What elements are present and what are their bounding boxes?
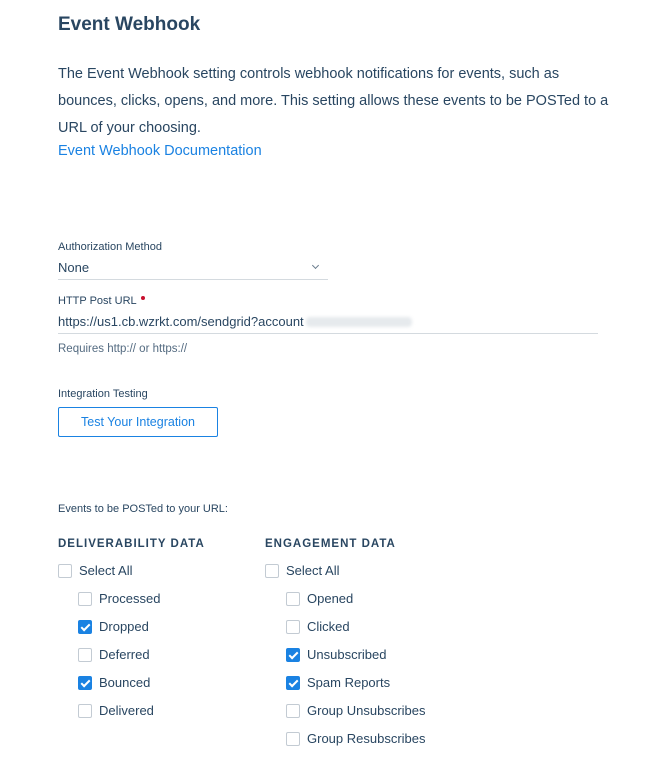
checkbox-label: Spam Reports (307, 675, 391, 690)
post-url-hint: Requires http:// or https:// (58, 343, 188, 355)
post-url-input[interactable] (58, 312, 598, 334)
auth-method-select[interactable] (58, 258, 328, 280)
checkbox-label: Dropped (99, 619, 149, 634)
checkbox-icon[interactable] (286, 676, 300, 690)
checkbox-label: Processed (99, 591, 161, 606)
checkbox-icon[interactable] (78, 648, 92, 662)
post-url-label: HTTP Post URL (58, 295, 137, 307)
checkbox-icon[interactable] (78, 676, 92, 690)
checkbox-label: Delivered (99, 703, 154, 718)
engagement-heading: ENGAGEMENT DATA (265, 538, 396, 550)
checkbox-label: Select All (79, 563, 133, 578)
events-label: Events to be POSTed to your URL: (58, 503, 228, 515)
page-description: The Event Webhook setting controls webhook notifications for events, such as bounces, clicks, opens, and more. This setting allows these events to be POSTed to a URL of your choosing. (58, 66, 609, 136)
page-title: Event Webhook (58, 14, 201, 35)
auth-method-value: None (58, 260, 90, 275)
checkbox-label: Select All (286, 563, 340, 578)
checkbox-label: Group Resubscribes (307, 731, 426, 746)
post-url-label-wrap (58, 295, 145, 307)
checkbox-icon[interactable] (286, 592, 300, 606)
checkbox-icon[interactable] (78, 704, 92, 718)
checkbox-label: Clicked (307, 619, 350, 634)
checkbox-icon[interactable] (286, 732, 300, 746)
auth-method-label: Authorization Method (58, 241, 162, 253)
checkbox-icon[interactable] (286, 648, 300, 662)
checkbox-icon[interactable] (78, 620, 92, 634)
required-indicator-icon (141, 296, 145, 300)
redacted-account-id (306, 317, 412, 327)
checkbox-icon[interactable] (286, 704, 300, 718)
checkbox-label: Unsubscribed (307, 647, 387, 662)
documentation-link[interactable]: Event Webhook Documentation (58, 143, 262, 159)
deliverability-heading: DELIVERABILITY DATA (58, 538, 205, 550)
chevron-down-icon (312, 262, 319, 269)
checkbox-icon[interactable] (265, 564, 279, 578)
checkbox-label: Bounced (99, 675, 151, 690)
checkbox-icon[interactable] (78, 592, 92, 606)
checkbox-label: Group Unsubscribes (307, 703, 426, 718)
checkbox-label: Deferred (99, 647, 150, 662)
test-integration-button[interactable]: Test Your Integration (58, 407, 218, 437)
integration-testing-label: Integration Testing (58, 388, 148, 400)
checkbox-icon[interactable] (58, 564, 72, 578)
checkbox-icon[interactable] (286, 620, 300, 634)
checkbox-label: Opened (307, 591, 354, 606)
post-url-value: https://us1.cb.wzrkt.com/sendgrid?account (58, 314, 304, 329)
